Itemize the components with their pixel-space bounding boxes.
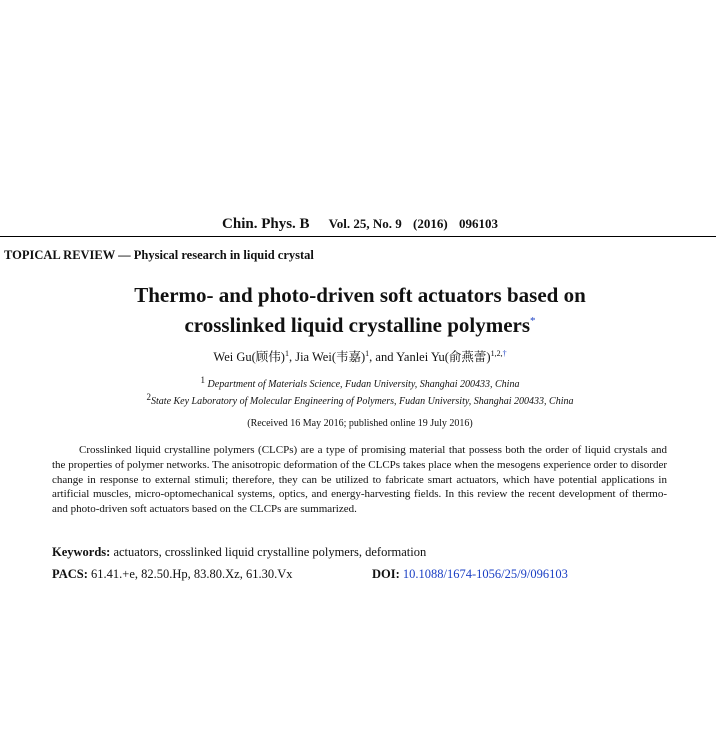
affiliation-number: 1 [200, 375, 206, 385]
doi-line [372, 567, 568, 582]
journal-name: Chin. Phys. B [222, 216, 310, 232]
pacs-line [52, 567, 293, 582]
affiliation-text: Department of Materials Science, Fudan University, Shanghai 200433, China [207, 379, 520, 390]
section-category: TOPICAL REVIEW [4, 248, 116, 262]
title-line-2: crosslinked liquid crystalline polymers [184, 313, 531, 337]
affiliation-numbers: 1,2, [490, 349, 503, 358]
affiliation-mark: 1 [365, 349, 370, 358]
journal-header [0, 216, 720, 233]
doi-link[interactable]: 10.1088/1674-1056/25/9/096103 [402, 567, 568, 581]
corresponding-author-link[interactable]: † [502, 349, 507, 358]
section-subject: Physical research in liquid crystal [133, 248, 314, 262]
header-rule [0, 236, 716, 237]
title-footnote-link[interactable]: * [530, 315, 536, 327]
received-dates: (Received 16 May 2016; published online 19 July 2016) [247, 418, 473, 429]
author-list [0, 347, 720, 365]
keywords-line [52, 545, 426, 560]
keywords-text: actuators, crosslinked liquid crystalline polymers, deformation [113, 545, 427, 559]
section-dash: — [115, 248, 134, 262]
keywords-label: Keywords: [52, 545, 111, 559]
abstract-text: Crosslinked liquid crystalline polymers (CLCPs) are a type of promising material that possess both the order of liquid crystals and the properties of polymer networks. The anisotropic deformation of the CLCPs takes place when the mesogens experience order to disorder change in response to external stimuli; therefore, they can be utilized to fabricate smart actuators, which have potential applications in artificial muscles, micro-optomechanical systems, optics, and energy-harvesting fields. In this review the recent development of thermo- and photo-driven soft actuators based on the CLCPs are summarized. [52, 444, 667, 516]
affiliation-mark [491, 349, 507, 358]
section-heading [4, 248, 314, 263]
author-separator: , and [369, 350, 397, 364]
pacs-codes: 61.41.+e, 82.50.Hp, 83.80.Xz, 61.30.Vx [91, 567, 293, 581]
title-line-1: Thermo- and photo-driven soft actuators based on [134, 283, 586, 307]
volume-issue: Vol. 25, No. 9 [328, 216, 402, 231]
author-separator: , [288, 350, 296, 364]
publication-year: (2016) [413, 216, 448, 231]
pacs-label: PACS: [52, 567, 88, 581]
author-name: Jia Wei(韦嘉) [295, 350, 366, 364]
affiliation-mark: 1 [284, 349, 289, 358]
doi-label: DOI: [372, 567, 400, 581]
paper-title [0, 282, 720, 338]
author-name: Wei Gu(顾伟) [213, 350, 285, 364]
affiliation-2 [0, 392, 720, 407]
affiliation-number: 2 [146, 392, 152, 402]
author-name: Yanlei Yu(俞燕蕾) [396, 350, 491, 364]
affiliation-1 [0, 375, 720, 390]
affiliation-text: State Key Laboratory of Molecular Engineering of Polymers, Fudan University, Shanghai 200433, China [151, 396, 574, 407]
article-number: 096103 [458, 216, 498, 231]
